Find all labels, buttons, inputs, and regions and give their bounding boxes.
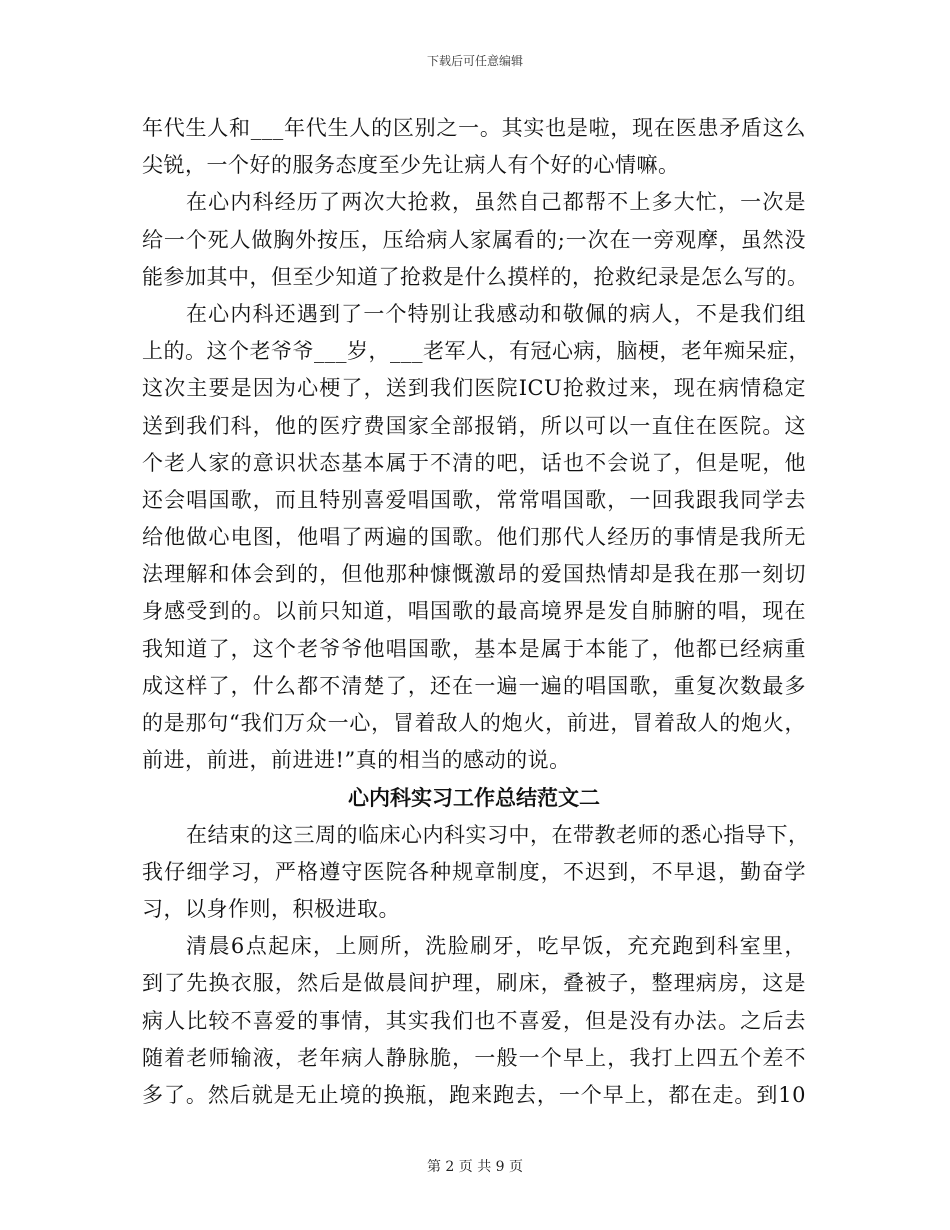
text-line: 前进，前进，前进进!”真的相当的感动的说。: [142, 748, 571, 773]
text-line: 在心内科经历了两次大抢救，虽然自己都帮不上多大忙，一次是: [186, 190, 806, 215]
text-line: 病人比较不喜爱的事情，其实我们也不喜爱，但是没有办法。之后去: [142, 1008, 806, 1033]
text-line: 在结束的这三周的临床心内科实习中，在带教老师的悉心指导下，: [186, 822, 810, 847]
text-line: 年代生人和___年代生人的区别之一。其实也是啦，现在医患矛盾这么: [142, 116, 806, 140]
text-line: 能参加其中，但至少知道了抢救是什么摸样的，抢救纪录是怎么写的。: [142, 264, 809, 289]
text-line: 多了。然后就是无止境的换瓶，跑来跑去，一个早上，都在走。到10: [142, 1082, 806, 1107]
document-body: [142, 110, 810, 1114]
text-line: 习，以身作则，积极进取。: [142, 896, 400, 921]
section-one-text: [142, 110, 810, 779]
text-line: 上的。这个老爷爷___岁，___老军人，有冠心病，脑梗，老年痴呆症，: [142, 339, 810, 364]
text-line: 成这样了，什么都不清楚了，还在一遍一遍的唱国歌，重复次数最多: [142, 673, 806, 698]
page-footer: 第 2 页 共 9 页: [426, 1159, 524, 1175]
text-line: 我仔细学习，严格遵守医院各种规章制度，不迟到，不早退，勤奋学: [142, 859, 806, 884]
text-line: 我知道了，这个老爷爷他唱国歌，基本是属于本能了，他都已经病重: [142, 636, 806, 661]
text-line: 送到我们科，他的医疗费国家全部报销，所以可以一直住在医院。这: [142, 413, 806, 438]
page-header: 下载后可任意编辑: [426, 54, 523, 68]
text-line: 在心内科还遇到了一个特别让我感动和敬佩的病人，不是我们组: [186, 301, 806, 326]
text-line: 随着老师输液，老年病人静脉脆，一般一个早上，我打上四五个差不: [142, 1045, 806, 1070]
text-line: 还会唱国歌，而且特别喜爱唱国歌，常常唱国歌，一回我跟我同学去: [142, 487, 806, 512]
text-line: 清晨6点起床，上厕所，洗脸刷牙，吃早饭，充充跑到科室里，: [186, 934, 806, 959]
text-line: 个老人家的意识状态基本属于不清的吧，话也不会说了，但是呢，他: [142, 450, 806, 475]
text-line: 身感受到的。以前只知道，唱国歌的最高境界是发自肺腑的唱，现在: [142, 599, 806, 624]
text-line: 这次主要是因为心梗了，送到我们医院ICU抢救过来，现在病情稳定: [142, 376, 806, 401]
text-line: 到了先换衣服，然后是做晨间护理，刷床，叠被子，整理病房，这是: [142, 971, 806, 996]
text-line: 给一个死人做胸外按压，压给病人家属看的;一次在一旁观摩，虽然没: [142, 227, 806, 252]
section-heading: 心内科实习工作总结范文二: [348, 785, 600, 811]
text-line: 给他做心电图，他唱了两遍的国歌。他们那代人经历的事情是我所无: [142, 525, 806, 550]
text-line: 尖锐，一个好的服务态度至少先让病人有个好的心情嘛。: [142, 153, 680, 178]
text-line: 法理解和体会到的，但他那种慷慨激昂的爱国热情却是我在那一刻切: [142, 562, 806, 587]
section-two-text: [142, 817, 810, 1115]
text-line: 的是那句“我们万众一心，冒着敌人的炮火，前进，冒着敌人的炮火，: [142, 711, 806, 735]
